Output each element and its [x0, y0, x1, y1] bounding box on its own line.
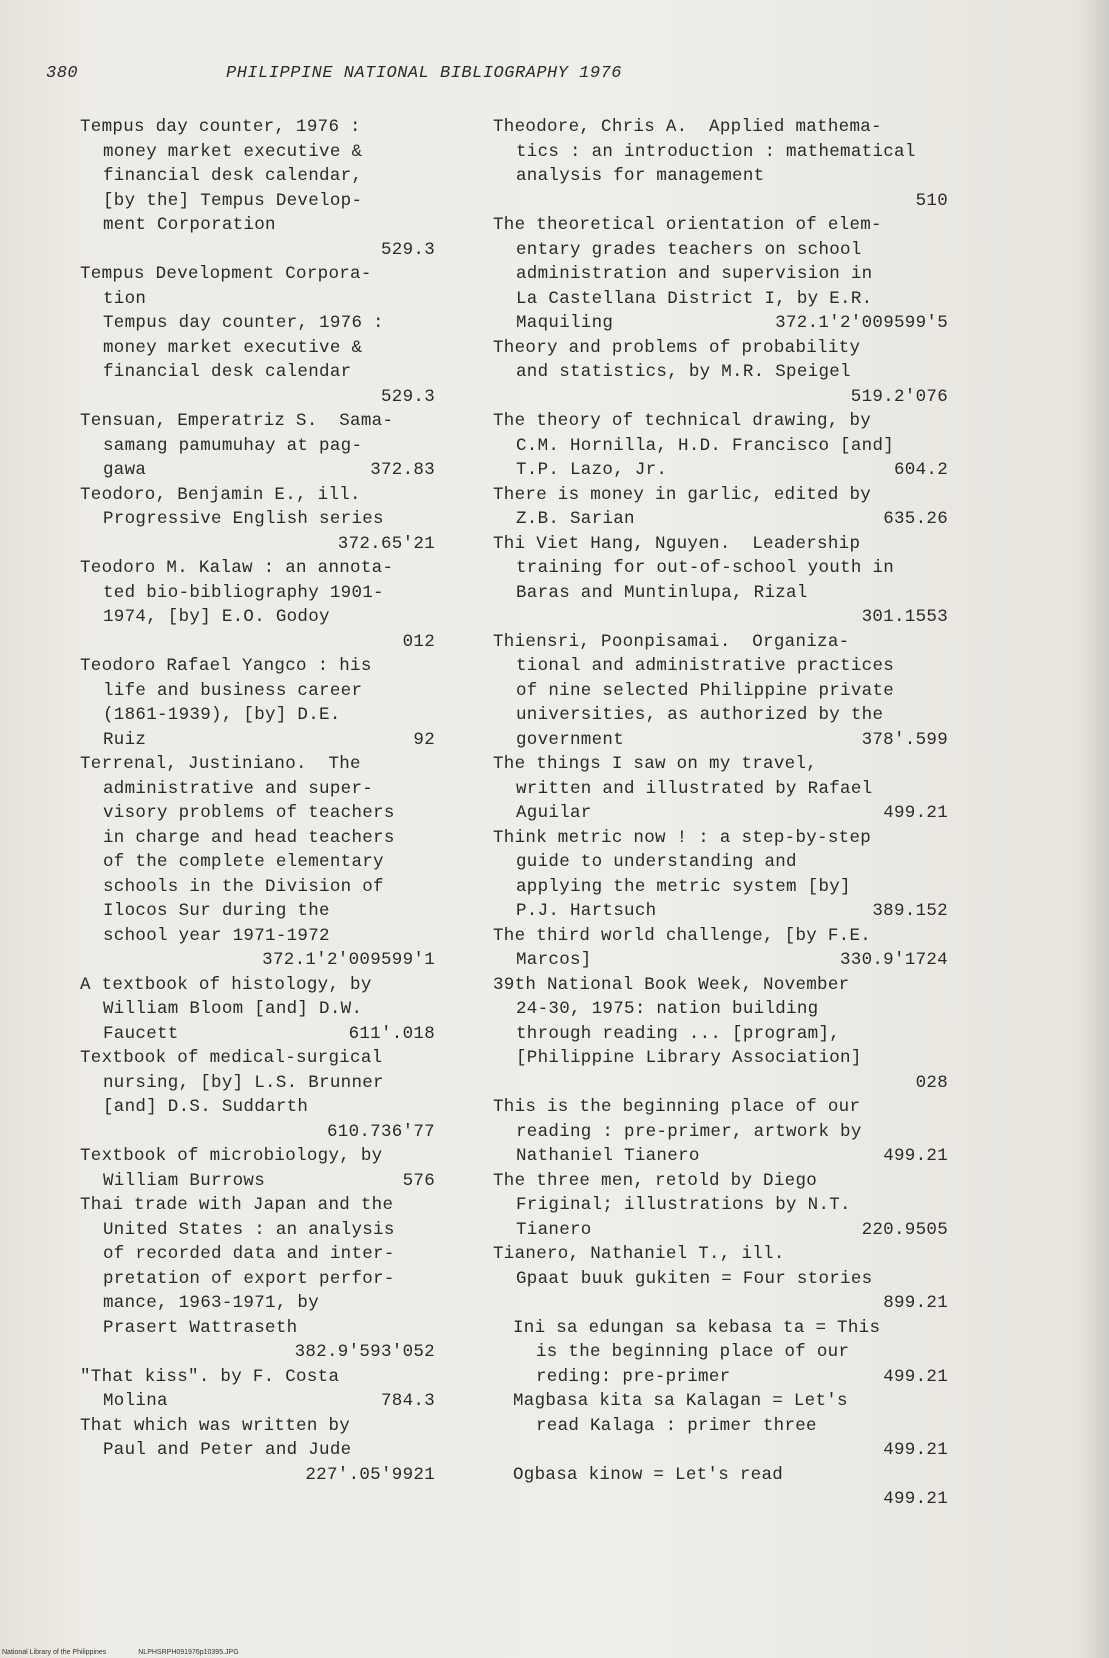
- classification-number: 610.736'77: [326, 1121, 435, 1142]
- classification-number: 499.21: [883, 1489, 948, 1509]
- entry-line-text: Faucett: [103, 1023, 179, 1044]
- entry-line: [80, 1169, 435, 1194]
- classification-number: 510: [915, 190, 948, 211]
- entry-line: Theodore, Chris A. Applied mathema-: [493, 117, 882, 137]
- entry-line: Thai trade with Japan and the: [80, 1195, 394, 1215]
- entry-line: William Bloom [and] D.W.: [103, 999, 363, 1019]
- entry-line: read Kalaga : primer three: [536, 1415, 817, 1436]
- classification-number: 529.3: [380, 386, 435, 407]
- classification-number: 028: [915, 1072, 948, 1093]
- entry-line: visory problems of teachers: [103, 803, 395, 823]
- entry-line: C.M. Hornilla, H.D. Francisco [and]: [516, 435, 895, 456]
- entry-line: entary grades teachers on school: [516, 239, 862, 260]
- entry-line: Tempus Development Corpora-: [80, 264, 372, 284]
- entry-line: Teodoro Rafael Yangco : his: [80, 656, 372, 676]
- entry-line: The things I saw on my travel,: [493, 754, 818, 774]
- entry-line-text: gawa: [103, 460, 147, 480]
- entry-line: Ogbasa kinow = Let's read: [513, 1464, 784, 1485]
- entry-line: life and business career: [103, 680, 363, 701]
- entry-line: A textbook of histology, by: [80, 974, 372, 995]
- entry-line: money market executive &: [103, 141, 363, 162]
- bibliography-entry: [493, 924, 948, 973]
- classification-number: 227'.05'9921: [305, 1464, 435, 1485]
- entry-line: The third world challenge, [by F.E.: [493, 925, 872, 946]
- entry-line: of the complete elementary: [103, 852, 384, 872]
- entry-line: "That kiss". by F. Costa: [80, 1366, 340, 1387]
- entry-line: financial desk calendar: [103, 362, 352, 382]
- classification-number: 389.152: [872, 901, 948, 921]
- bibliography-entry: [80, 262, 435, 409]
- entry-line: tion: [103, 288, 147, 309]
- classification-number: 899.21: [883, 1293, 948, 1313]
- entry-line: [513, 1365, 948, 1390]
- entry-line: [80, 458, 435, 483]
- classification-number: 784.3: [380, 1391, 435, 1411]
- entry-line: (1861-1939), [by] D.E.: [103, 705, 341, 725]
- entry-line: money market executive &: [103, 337, 363, 358]
- entry-line: tional and administrative practices: [516, 656, 895, 676]
- entry-line-text: reding: pre-primer: [536, 1366, 731, 1387]
- entry-line: tics : an introduction : mathematical: [516, 141, 916, 162]
- bibliography-entry: [80, 752, 435, 973]
- entry-line: applying the metric system [by]: [516, 876, 851, 897]
- entry-line: [493, 311, 948, 336]
- entry-line-text: T.P. Lazo, Jr.: [516, 460, 668, 480]
- entry-line: schools in the Division of: [103, 876, 384, 897]
- entry-line: and statistics, by M.R. Speigel: [516, 362, 851, 382]
- classification-number: 576: [402, 1170, 435, 1191]
- classification-number: 499.21: [883, 1440, 948, 1460]
- bibliography-entry: [493, 1242, 948, 1316]
- classification-number: 012: [402, 631, 435, 652]
- classification-number: 382.9'593'052: [294, 1342, 435, 1362]
- entry-line: administrative and super-: [103, 778, 374, 799]
- classification-number: 529.3: [380, 239, 435, 260]
- bibliography-entry: [493, 1095, 948, 1169]
- entry-line: universities, as authorized by the: [516, 705, 884, 725]
- entry-line: The three men, retold by Diego: [493, 1170, 818, 1191]
- entry-line: United States : an analysis: [103, 1219, 395, 1240]
- entry-line: Thi Viet Hang, Nguyen. Leadership: [493, 533, 861, 554]
- bibliography-entry: [80, 409, 435, 483]
- page-header: [46, 64, 946, 88]
- bibliography-entry: [493, 752, 948, 826]
- entry-line: is the beginning place of our: [536, 1342, 850, 1362]
- entry-line-text: Aguilar: [516, 803, 592, 823]
- entry-line-text: government: [516, 729, 625, 750]
- bibliography-entry: [493, 973, 948, 1096]
- classification-number: 330.9'1724: [839, 950, 948, 970]
- entry-line: samang pamumuhay at pag-: [103, 435, 363, 456]
- entry-line-text: Maquiling: [516, 313, 614, 333]
- entry-line-text: Z.B. Sarian: [516, 509, 635, 529]
- entry-line: ment Corporation: [103, 215, 276, 235]
- entry-line: Baras and Muntinlupa, Rizal: [516, 582, 808, 603]
- bibliography-entry: [80, 973, 435, 1047]
- entry-line: [and] D.S. Suddarth: [103, 1097, 309, 1117]
- classification-number: 499.21: [883, 803, 948, 823]
- entry-line: [Philippine Library Association]: [516, 1048, 862, 1068]
- bibliography-entry: [493, 409, 948, 483]
- bibliography-entry: [80, 483, 435, 557]
- bibliography-entry: [513, 1463, 948, 1512]
- entry-line: Friginal; illustrations by N.T.: [516, 1195, 851, 1215]
- entry-line: Tianero, Nathaniel T., ill.: [493, 1244, 785, 1264]
- bibliography-entry: [513, 1316, 948, 1390]
- entry-line: La Castellana District I, by E.R.: [516, 288, 873, 309]
- entry-line: [493, 948, 948, 973]
- entry-line: Think metric now ! : a step-by-step: [493, 827, 872, 848]
- bibliography-entry: [493, 630, 948, 753]
- page-title: PHILIPPINE NATIONAL BIBLIOGRAPHY 1976: [226, 64, 622, 83]
- entry-line-text: P.J. Hartsuch: [516, 901, 657, 921]
- entry-line: Tensuan, Emperatriz S. Sama-: [80, 411, 394, 431]
- classification-number: 519.2'076: [850, 386, 948, 407]
- entry-line: nursing, [by] L.S. Brunner: [103, 1072, 384, 1093]
- bibliography-entry: [80, 115, 435, 262]
- classification-number: 220.9505: [861, 1219, 948, 1240]
- entry-line: Teodoro M. Kalaw : an annota-: [80, 558, 394, 578]
- entry-line: Tempus day counter, 1976 :: [103, 313, 384, 333]
- entry-line: [493, 801, 948, 826]
- bibliography-entry: [80, 1414, 435, 1488]
- entry-line-text: Molina: [103, 1391, 168, 1411]
- bibliography-entry: [80, 1046, 435, 1144]
- entry-line: That which was written by: [80, 1415, 351, 1436]
- classification-number: 92: [413, 729, 435, 750]
- bibliography-entry: [493, 213, 948, 336]
- entry-line: Ini sa edungan sa kebasa ta = This: [513, 1317, 881, 1338]
- page-binding-shadow: [1079, 0, 1109, 1658]
- entry-line: Gpaat buuk gukiten = Four stories: [516, 1268, 873, 1289]
- bibliography-entry: [493, 826, 948, 924]
- entry-line: This is the beginning place of our: [493, 1097, 861, 1117]
- entry-line: Progressive English series: [103, 509, 384, 529]
- entry-line: financial desk calendar,: [103, 166, 363, 186]
- entry-line: analysis for management: [516, 166, 765, 186]
- classification-number: 635.26: [883, 509, 948, 529]
- entry-line: [80, 1389, 435, 1414]
- entry-line-text: Ruiz: [103, 729, 147, 750]
- classification-number: 499.21: [883, 1366, 948, 1387]
- classification-number: 611'.018: [348, 1023, 435, 1044]
- entry-line: Theory and problems of probability: [493, 337, 861, 358]
- entry-line: guide to understanding and: [516, 852, 797, 872]
- classification-number: 372.1'2'009599'1: [262, 950, 435, 970]
- entry-line: of nine selected Philippine private: [516, 680, 895, 701]
- entry-line: The theory of technical drawing, by: [493, 411, 872, 431]
- entry-line: [493, 728, 948, 753]
- entry-line: 24-30, 1975: nation building: [516, 999, 819, 1019]
- classification-number: 372.1'2'009599'5: [775, 313, 948, 333]
- entry-line: Prasert Wattraseth: [103, 1317, 298, 1338]
- footer-library: National Library of the Philippines: [2, 1649, 107, 1656]
- bibliography-entry: [493, 115, 948, 213]
- bibliography-entry: [493, 336, 948, 410]
- bibliography-entry: [493, 532, 948, 630]
- entry-line: [493, 507, 948, 532]
- entry-line: Ilocos Sur during the: [103, 901, 330, 921]
- entry-line: mance, 1963-1971, by: [103, 1293, 320, 1313]
- right-column: [493, 115, 948, 1512]
- entry-line: Magbasa kita sa Kalagan = Let's: [513, 1391, 848, 1411]
- entry-line-text: Marcos]: [516, 950, 592, 970]
- entry-line: Textbook of microbiology, by: [80, 1146, 383, 1166]
- bibliography-entry: [493, 1169, 948, 1243]
- bibliography-entry: [80, 654, 435, 752]
- entry-line: Textbook of medical-surgical: [80, 1048, 383, 1068]
- entry-line: 39th National Book Week, November: [493, 974, 850, 995]
- entry-line: [80, 728, 435, 753]
- entry-line: Paul and Peter and Jude: [103, 1440, 352, 1460]
- classification-number: 301.1553: [861, 607, 948, 627]
- classification-number: 372.65'21: [337, 533, 435, 554]
- bibliography-entry: [80, 1365, 435, 1414]
- entry-line: [493, 458, 948, 483]
- classification-number: 604.2: [893, 460, 948, 480]
- entry-line-text: William Burrows: [103, 1170, 266, 1191]
- entry-line: school year 1971-1972: [103, 925, 330, 946]
- entry-line: [493, 899, 948, 924]
- entry-line: ted bio-bibliography 1901-: [103, 582, 384, 603]
- bibliography-entry: [80, 556, 435, 654]
- entry-line: written and illustrated by Rafael: [516, 778, 873, 799]
- entry-line: Thiensri, Poonpisamai. Organiza-: [493, 631, 850, 652]
- entry-line: [493, 1144, 948, 1169]
- entry-line: [493, 1218, 948, 1243]
- entry-line: There is money in garlic, edited by: [493, 484, 872, 505]
- entry-line: [80, 1022, 435, 1047]
- entry-line: administration and supervision in: [516, 264, 873, 284]
- entry-line: Teodoro, Benjamin E., ill.: [80, 484, 361, 505]
- entry-line: in charge and head teachers: [103, 827, 395, 848]
- page-number: 380: [46, 64, 79, 83]
- entry-line-text: Nathaniel Tianero: [516, 1146, 700, 1166]
- entry-line: reading : pre-primer, artwork by: [516, 1121, 862, 1142]
- bibliography-entry: [493, 483, 948, 532]
- classification-number: 372.83: [370, 460, 435, 480]
- entry-line: pretation of export perfor-: [103, 1268, 395, 1289]
- entry-line: The theoretical orientation of elem-: [493, 215, 882, 235]
- entry-line: [by the] Tempus Develop-: [103, 190, 363, 211]
- entry-line: of recorded data and inter-: [103, 1244, 395, 1264]
- entry-line: Tempus day counter, 1976 :: [80, 117, 361, 137]
- entry-line: through reading ... [program],: [516, 1023, 841, 1044]
- entry-line: training for out-of-school youth in: [516, 558, 895, 578]
- footer-filename: NLPHSRPH091976p10395.JPG: [138, 1649, 239, 1656]
- entry-line-text: Tianero: [516, 1219, 592, 1240]
- entry-line: 1974, [by] E.O. Godoy: [103, 607, 330, 627]
- page-footer: [2, 1649, 269, 1656]
- bibliography-entry: [80, 1193, 435, 1365]
- entry-line: Terrenal, Justiniano. The: [80, 754, 361, 774]
- classification-number: 378'.599: [861, 729, 948, 750]
- bibliography-entry: [80, 1144, 435, 1193]
- bibliography-entry: [513, 1389, 948, 1463]
- classification-number: 499.21: [883, 1146, 948, 1166]
- left-column: [80, 115, 435, 1487]
